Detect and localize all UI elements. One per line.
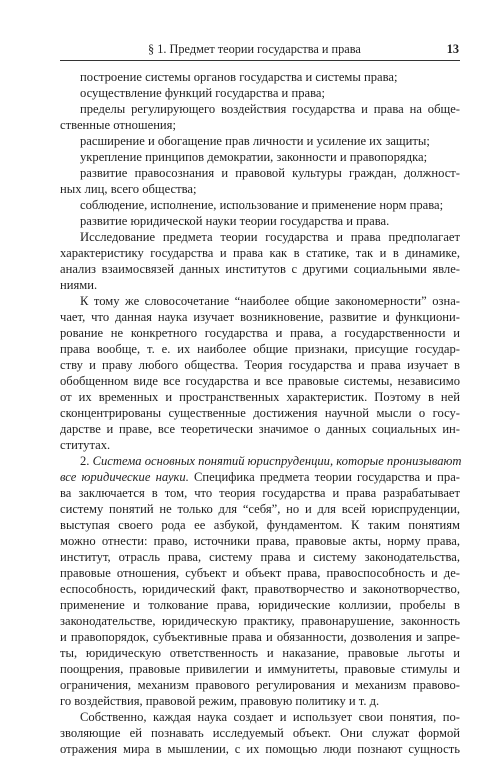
paragraph-line: поощрения, правовые привилегии и иммунитеты, правовые стимулы и <box>60 662 460 676</box>
paragraph-line: го воздействия, правовой режим, правовую политику и т. д. <box>60 694 380 708</box>
paragraph-line: еспособность, юридический факт, правотворчество и законотворчество, <box>60 582 460 596</box>
paragraph-line: правовые отношения, субъект и объект права, правоспособность и де- <box>60 566 460 580</box>
paragraph-line: ниями. <box>60 278 98 292</box>
paragraph-line: дарстве и праве, все теоретически значимое о данных социальных ин- <box>60 422 460 436</box>
paragraph-line: обобщенном виде все государства и все правовые системы, независимо <box>60 374 460 388</box>
paragraph-line: институт, отрасль права, систему права и систему законодательства, <box>60 550 460 564</box>
list-item: развитие правосознания и правовой культуры граждан, должност- <box>80 166 460 180</box>
list-item: укрепление принципов демократии, законности и правопорядка; <box>80 150 428 164</box>
list-item: соблюдение, исполнение, использование и применение норм права; <box>80 198 444 212</box>
paragraph-line: можно отнести: право, источники права, правовые акты, норму права, <box>60 534 460 548</box>
body-text <box>60 69 460 757</box>
paragraph-line: зволяющие ей познавать исследуемый объект. Они служат формой <box>60 726 460 740</box>
list-item: построение системы органов государства и системы права; <box>80 70 398 84</box>
paragraph-line: сконцентрированы существенные достижения научной мысли о госу- <box>60 406 460 420</box>
paragraph-line: отражения мира в мышлении, с их помощью люди познают сущность <box>60 742 460 756</box>
point-heading-italic: Система основных понятий юриспруденции, которые пронизывают <box>92 454 462 468</box>
paragraph-line: характеристику государства и права как в статике, так и в динамике, <box>60 246 460 260</box>
paragraph-line: от их временных и пространственных характеристик. Поэтому в ней <box>60 390 460 404</box>
header-rule <box>60 60 460 61</box>
point-text: Специфика предмета теории государства и пра- <box>188 470 460 484</box>
list-item: расширение и обогащение прав личности и усиление их защиты; <box>80 134 430 148</box>
paragraph-line: ститутах. <box>60 438 111 452</box>
list-item-continuation: ных лиц, всего общества; <box>60 182 197 196</box>
paragraph-line: и правопорядок, субъективные права и обязанности, дозволения и запре- <box>60 630 460 644</box>
paragraph-line: ству и праву любого общества. Теория государства и права изучает в <box>60 358 460 372</box>
paragraph-line <box>60 469 460 485</box>
page-number: 13 <box>446 42 459 56</box>
list-item: пределы регулирующего воздействия государства и права на обще- <box>80 102 460 116</box>
list-item: осуществление функций государства и права; <box>80 86 325 100</box>
paragraph-line: рование не конкретного государства и права, а государственности и <box>60 326 460 340</box>
paragraph-line: ограничения, механизм правового регулирования и механизм правово- <box>60 678 460 692</box>
paragraph-line: ты, юридическую ответственность и наказание, правовые льготы и <box>60 646 460 660</box>
paragraph-line: систему понятий не только для “себя”, но и для всей юриспруденции, <box>60 502 460 516</box>
paragraph-line: права вообще, т. е. их наиболее общие признаки, присущие государ- <box>60 342 460 356</box>
paragraph-line: анализ взаимосвязей данных институтов с другими социальными явле- <box>60 262 460 276</box>
point-number: 2. <box>80 454 93 468</box>
numbered-point-heading <box>60 453 460 469</box>
paragraph-line: Исследование предмета теории государства и права предполагает <box>80 230 460 244</box>
paragraph-line: Собственно, каждая наука создает и использует свои понятия, по- <box>80 710 460 724</box>
paragraph-line: выступая своего рода ее азбукой, фундаментом. К таким понятиям <box>60 518 460 532</box>
paragraph-line: чает, что данная наука изучает возникновение, развитие и функциони- <box>60 310 460 324</box>
paragraph-line: законодательстве, юридическую практику, правонарушение, законность <box>60 614 460 628</box>
paragraph-line: К тому же словосочетание “наиболее общие закономерности” озна- <box>80 294 460 308</box>
point-heading-italic-end: все юридические науки. <box>60 470 189 484</box>
list-item-continuation: ственные отношения; <box>60 118 176 132</box>
paragraph-line: применение и толкование права, юридические коллизии, пробелы в <box>60 598 460 612</box>
running-title: § 1. Предмет теории государства и права <box>148 42 361 56</box>
running-header <box>60 40 460 58</box>
list-item: развитие юридической науки теории государства и права. <box>80 214 390 228</box>
paragraph-line: ва заключается в том, что теория государства и права разрабатывает <box>60 486 460 500</box>
